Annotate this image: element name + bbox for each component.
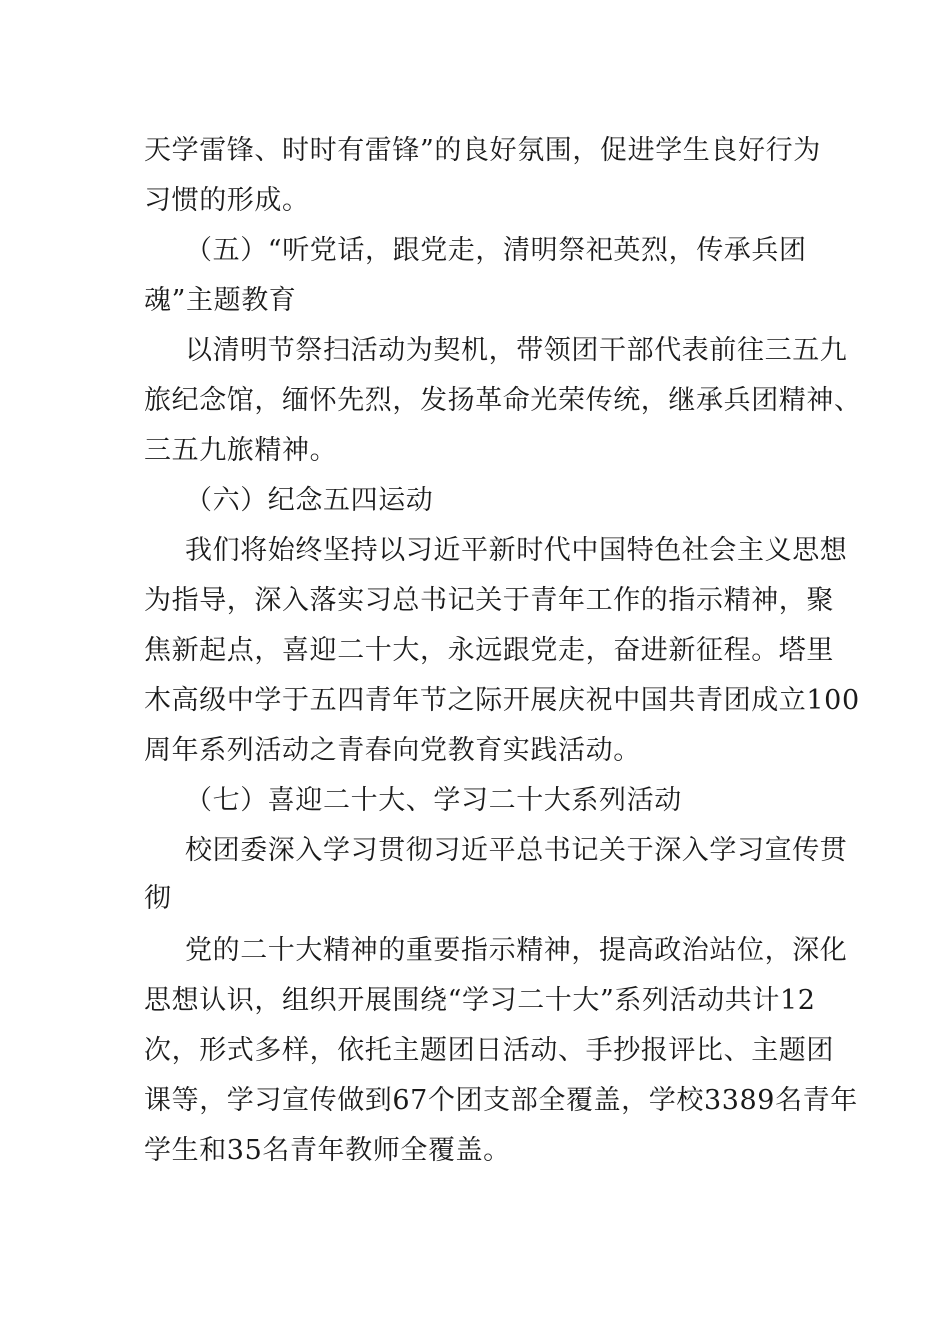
section-heading-5-cont: 魂”主题教育 — [144, 285, 297, 316]
text-line: 三五九旅精神。 — [144, 435, 338, 466]
text-line: 学生和35名青年教师全覆盖。 — [144, 1135, 511, 1166]
text-line: 以清明节祭扫活动为契机，带领团干部代表前往三五九 — [185, 335, 848, 366]
text-line: 课等，学习宣传做到67个团支部全覆盖，学校3389名青年 — [144, 1085, 858, 1116]
section-heading-6: （六）纪念五四运动 — [185, 485, 434, 516]
text-line: 为指导，深入落实习总书记关于青年工作的指示精神，聚 — [144, 585, 834, 616]
section-heading-7: （七）喜迎二十大、学习二十大系列活动 — [185, 785, 682, 816]
text-line: 旅纪念馆，缅怀先烈，发扬革命光荣传统，继承兵团精神、 — [144, 385, 862, 416]
text-line: 习惯的形成。 — [144, 185, 310, 216]
text-line: 我们将始终坚持以习近平新时代中国特色社会主义思想 — [185, 535, 848, 566]
text-line: 思想认识，组织开展围绕“学习二十大”系列活动共计12 — [144, 985, 816, 1016]
text-line: 彻 — [144, 883, 172, 914]
text-line: 周年系列活动之青春向党教育实践活动。 — [144, 735, 641, 766]
text-line: 次，形式多样，依托主题团日活动、手抄报评比、主题团 — [144, 1035, 834, 1066]
text-line: 焦新起点，喜迎二十大，永远跟党走，奋进新征程。塔里 — [144, 635, 834, 666]
text-line: 党的二十大精神的重要指示精神，提高政治站位，深化 — [185, 935, 848, 966]
text-line: 木高级中学于五四青年节之际开展庆祝中国共青团成立100 — [144, 685, 860, 716]
section-heading-5: （五）“听党话，跟党走，清明祭祀英烈，传承兵团 — [185, 235, 807, 266]
text-line: 校团委深入学习贯彻习近平总书记关于深入学习宣传贯 — [185, 835, 848, 866]
text-line: 天学雷锋、时时有雷锋”的良好氛围，促进学生良好行为 — [144, 135, 821, 166]
